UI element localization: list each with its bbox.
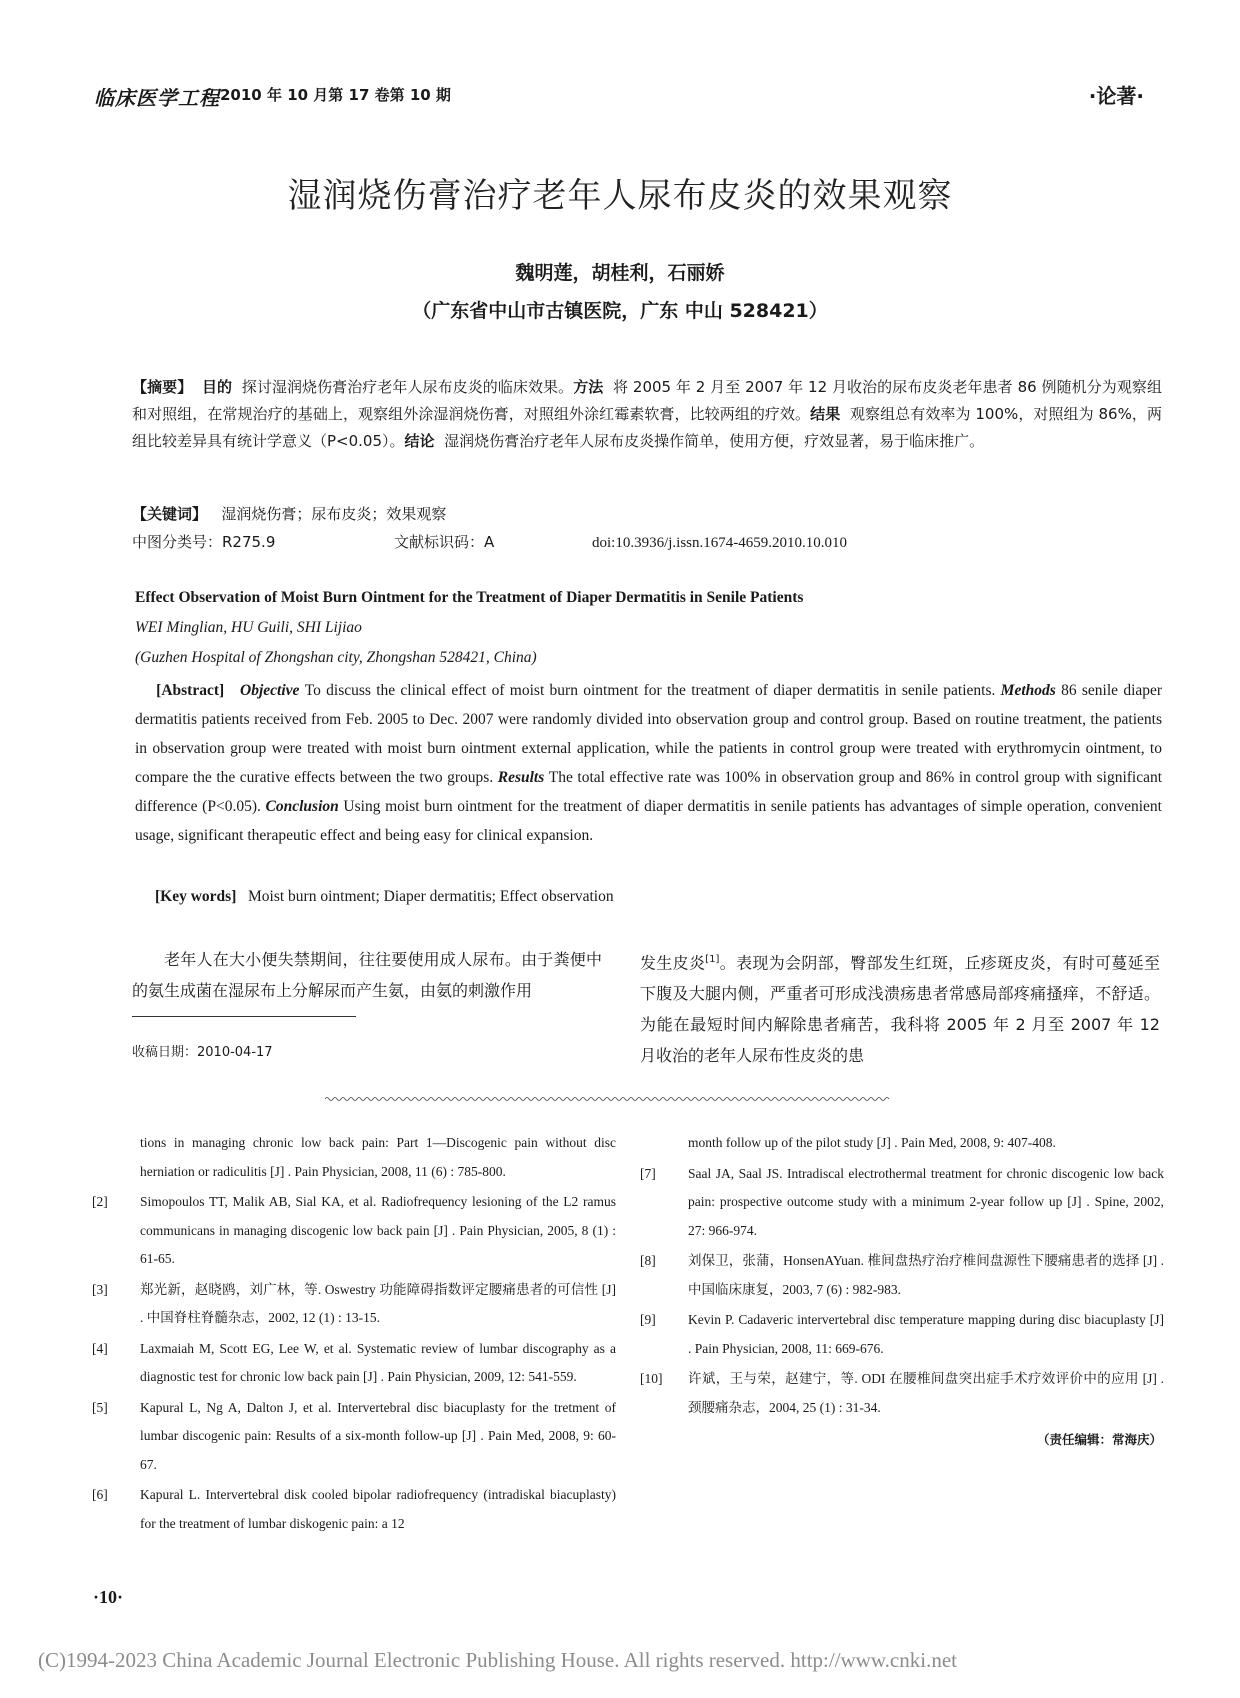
english-authors: WEI Minglian, HU Guili, SHI Lijiao: [135, 619, 362, 636]
reference-text: Saal JA, Saal JS. Intradiscal electrothermal treatment for chronic discogenic low back pain: prospective outcome study with a minimum 2-year follow up [J] . Spine, 2002, 27: 966-974.: [688, 1165, 1164, 1238]
clc-number: 中图分类号：R275.9: [132, 533, 276, 551]
responsible-editor: （责任编辑：常海庆）: [1036, 1432, 1162, 1447]
reference-item: [640, 1306, 1164, 1363]
methods-text: 将 2005 年 2 月至 2007 年 12 月收治的尿布皮炎老年患者 86 例随机分为观察组和对照组，在常规治疗的基础上，观察组外涂湿润烧伤膏，对照组外涂红霉素软膏，比较两组的疗效。: [132, 378, 1162, 423]
objective-text: 探讨湿润烧伤膏治疗老年人尿布皮炎的临床效果。: [241, 378, 574, 396]
references-left: [92, 1129, 616, 1538]
reference-item: [92, 1188, 616, 1274]
english-keywords: [155, 888, 614, 906]
abstract-label: [Abstract]: [156, 682, 225, 699]
results-text: The total effective rate was 100% in observation group and 86% in control group with significant difference (P<0.05).: [135, 769, 1163, 815]
reference-continuation: month follow up of the pilot study [J] . Pain Med, 2008, 9: 407-408.: [688, 1135, 1056, 1150]
results-text: 观察组总有效率为 100%，对照组为 86%，两组比较差异具有统计学意义（P<0.05）。: [132, 405, 1162, 450]
english-abstract: [135, 676, 1162, 850]
methods-label: 方法: [573, 378, 604, 396]
copyright-notice: (C)1994-2023 China Academic Journal Electronic Publishing House. All rights reserved. http://www.cnki.net: [38, 1648, 957, 1672]
reference-text: 刘保卫，张蒲，HonsenAYuan. 椎间盘热疗治疗椎间盘源性下腰痛患者的选择 [J] . 中国临床康复，2003, 7 (6) : 982-983.: [688, 1253, 1164, 1297]
reference-text: Kapural L, Ng A, Dalton J, et al. Intervertebral disc biacuplasty for the tretment of lumbar discogenic pain: Results of a six-month follow-up [J] . Pain Med, 2008, 9: 60-67.: [140, 1399, 616, 1472]
english-affiliation: (Guzhen Hospital of Zhongshan city, Zhongshan 528421, China): [135, 649, 537, 666]
conclusion-text: 湿润烧伤膏治疗老年人尿布皮炎操作简单，使用方便，疗效显著，易于临床推广。: [444, 432, 985, 450]
journal-issue: 2010 年 10 月第 17 卷第 10 期: [220, 86, 451, 104]
keywords-label: 【关键词】: [132, 505, 208, 523]
reference-continuation: tions in managing chronic low back pain: Part 1—Discogenic pain without disc herniation or radiculitis [J] . Pain Physician, 2008, 11 (6) : 785-800.: [140, 1135, 616, 1179]
objective-label: 目的: [201, 378, 233, 396]
methods-text: 86 senile diaper dermatitis patients received from Feb. 2005 to Dec. 2007 were randomly divided into observation group and control group. Based on routine treatment, the patients in observation group were treated with moist burn ointment external application, while the patients in control group were treated with erythromycin ointment, to compare the the curative effects between the two groups.: [135, 682, 1163, 786]
document-code: 文献标识码：A: [394, 533, 495, 551]
reference-number: [9]: [640, 1312, 656, 1327]
reference-text: 许斌，王与荣，赵建宁，等. ODI 在腰椎间盘突出症手术疗效评价中的应用 [J] . 颈腰痛杂志，2004, 25 (1) : 31-34.: [688, 1371, 1164, 1415]
results-label: 结果: [810, 405, 841, 423]
keywords-text: 湿润烧伤膏；尿布皮炎；效果观察: [221, 505, 447, 523]
body-text-segment: 。表现为会阴部，臀部发生红斑，丘疹斑皮炎，有时可蔓延至下腹及大腿内侧，严重者可形成浅溃疡患者常感局部疼痛搔痒，不舒适。为能在最短时间内解除患者痛苦，我科将 2005 年 2 月至 2007 年 12 月收治的老年人尿布性皮炎的患: [640, 953, 1160, 1066]
reference-text: Kevin P. Cadaveric intervertebral disc temperature mapping during disc biacuplasty [J] . Pain Physician, 2008, 11: 669-676.: [688, 1312, 1164, 1356]
page-number: ·10·: [93, 1587, 124, 1607]
reference-number: [5]: [92, 1399, 108, 1415]
objective-text: To discuss the clinical effect of moist burn ointment for the treatment of diaper dermatitis in senile patients.: [304, 682, 996, 699]
reference-item: [640, 1160, 1164, 1246]
body-text-left: 老年人在大小便失禁期间，往往要使用成人尿布。由于粪便中的氨生成菌在湿尿布上分解尿而产生氨，由氨的刺激作用: [132, 950, 602, 1000]
conclusion-label: 结论: [404, 432, 435, 450]
doi: doi:10.3936/j.issn.1674-4659.2010.10.010: [592, 535, 848, 551]
journal-logo: 临床医学工程: [94, 86, 220, 110]
reference-number: [7]: [640, 1165, 656, 1181]
citation-marker: [1]: [705, 954, 720, 965]
keywords-text: Moist burn ointment; Diaper dermatitis; Effect observation: [248, 888, 614, 905]
reference-item: [640, 1365, 1164, 1422]
keywords-label: [Key words]: [155, 888, 237, 905]
reference-number: [2]: [92, 1194, 108, 1209]
reference-item: [92, 1276, 616, 1333]
reference-text: Kapural L. Intervertebral disk cooled bipolar radiofrequency (intradiskal biacuplasty) for the treatment of lumbar diskogenic pain: a 12: [140, 1487, 616, 1531]
conclusion-label: Conclusion: [265, 798, 339, 815]
paper-affiliation: （广东省中山市古镇医院，广东 中山 528421）: [412, 300, 828, 322]
footnote-rule: [132, 1016, 356, 1017]
references-right: [640, 1129, 1164, 1422]
chinese-keywords: [132, 503, 446, 524]
reference-item: [92, 1481, 616, 1538]
reference-number: [4]: [92, 1340, 108, 1356]
results-label: Results: [497, 769, 545, 786]
reference-item: [92, 1335, 616, 1392]
reference-text: Simopoulos TT, Malik AB, Sial KA, et al. Radiofrequency lesioning of the L2 ramus communicans in managing discogenic low back pain [J] . Pain Physician, 2005, 8 (1) : 61-65.: [140, 1194, 616, 1266]
wavy-divider: [325, 1096, 905, 1102]
reference-text: Laxmaiah M, Scott EG, Lee W, et al. Systematic review of lumbar discography as a diagnostic test for chronic low back pain [J] . Pain Physician, 2009, 12: 541-559.: [140, 1340, 616, 1384]
objective-label: Objective: [240, 682, 300, 699]
abstract-label: 【摘要】: [132, 378, 193, 396]
reference-text: 郑光新，赵晓鸥，刘广林，等. Oswestry 功能障碍指数评定腰痛患者的可信性 [J] . 中国脊柱脊髓杂志，2002, 12 (1) : 13-15.: [140, 1281, 616, 1325]
section-label: ·论著·: [1088, 84, 1144, 108]
methods-label: Methods: [1000, 682, 1056, 699]
reference-number: [6]: [92, 1487, 108, 1502]
received-date: 收稿日期：2010-04-17: [132, 1045, 273, 1060]
chinese-abstract: [132, 374, 1162, 455]
conclusion-text: Using moist burn ointment for the treatment of diaper dermatitis in senile patients has advantages of simple operation, convenient usage, significant therapeutic effect and being easy for clinical expansion.: [135, 798, 1162, 844]
paper-authors: 魏明莲，胡桂利，石丽娇: [515, 262, 725, 284]
reference-number: [8]: [640, 1253, 656, 1268]
reference-item: [640, 1247, 1164, 1304]
body-text-right: [640, 944, 1160, 1071]
english-title: Effect Observation of Moist Burn Ointment for the Treatment of Diaper Dermatitis in Senile Patients: [135, 589, 804, 606]
reference-number: [10]: [640, 1371, 663, 1386]
body-text-segment: 发生皮炎: [640, 953, 706, 973]
classification-line: [132, 531, 847, 552]
paper-title: 湿润烧伤膏治疗老年人尿布皮炎的效果观察: [287, 176, 953, 216]
reference-number: [3]: [92, 1281, 108, 1297]
reference-item: [92, 1394, 616, 1480]
